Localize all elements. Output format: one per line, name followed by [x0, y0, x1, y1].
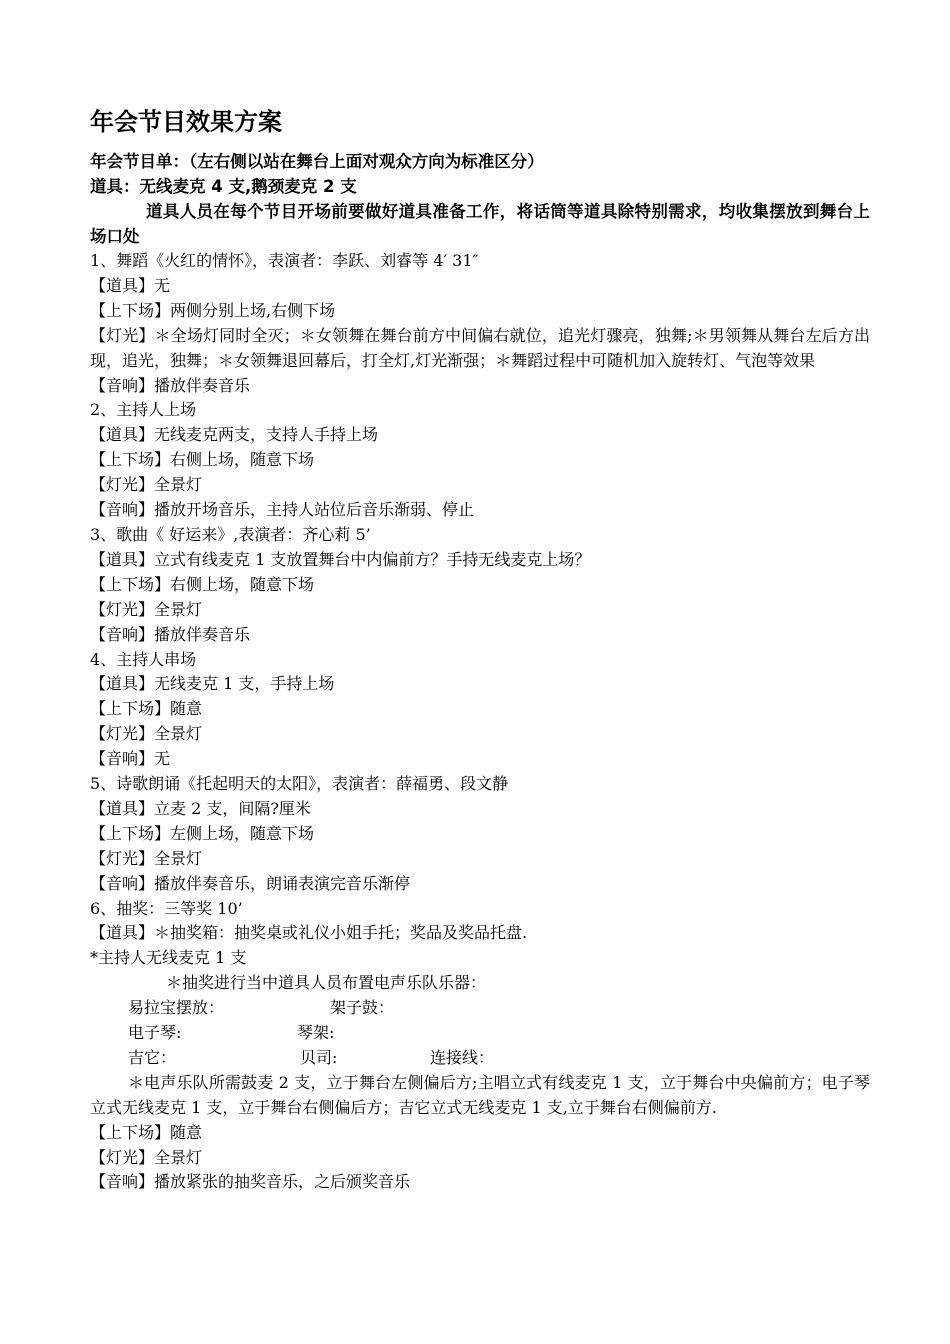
item-lighting: 【灯光】全景灯	[90, 475, 203, 495]
item-props: 【道具】无线麦克两支，支持人手持上场	[90, 425, 379, 445]
instrument-cables: 连接线：	[430, 1047, 495, 1067]
item-heading: 3、歌曲《 好运来》,表演者：齐心莉 5’	[90, 524, 371, 544]
instrument-drum-kit: 架子鼓：	[330, 998, 395, 1018]
instrument-row-3	[90, 1046, 870, 1071]
instrument-keyboard-stand: 琴架:	[297, 1023, 335, 1043]
item-sound: 【音响】播放开场音乐，主持人站位后音乐渐弱、停止	[90, 500, 475, 520]
item-props: 【道具】立式有线麦克 1 支放置舞台中内偏前方？手持无线麦克上场？	[90, 549, 591, 569]
item-heading: 1、舞蹈《火红的情怀》，表演者：李跃、刘睿等 4′ 31″	[90, 251, 479, 270]
item-lighting: 【灯光】全景灯	[90, 724, 203, 744]
item-sound: 【音响】播放伴奏音乐，朗诵表演完音乐渐停	[90, 873, 411, 893]
item-entry: 【上下场】左侧上场，随意下场	[90, 823, 315, 843]
item-props: 【道具】立麦 2 支，间隔?厘米	[90, 798, 311, 818]
instrument-row-2	[90, 1021, 870, 1046]
lottery-heading: 6、抽奖：三等奖 10’	[90, 898, 243, 918]
item-sound: 【音响】无	[90, 749, 171, 769]
instrument-rollup-banner: 易拉宝摆放：	[128, 998, 225, 1018]
item-entry: 【上下场】右侧上场，随意下场	[90, 574, 315, 594]
item-lighting: 【灯光】全景灯	[90, 848, 203, 868]
lottery-props: 【道具】＊抽奖箱：抽奖桌或礼仪小姐手托；奖品及奖品托盘.	[90, 923, 528, 943]
lottery-host-mic: *主持人无线麦克 1 支	[90, 948, 247, 968]
item-entry: 【上下场】右侧上场，随意下场	[90, 450, 315, 470]
instrument-bass: 贝司:	[300, 1047, 338, 1067]
item-sound: 【音响】播放伴奏音乐	[90, 624, 251, 644]
lottery-sound: 【音响】播放紧张的抽奖音乐，之后颁奖音乐	[90, 1172, 411, 1192]
instrument-keyboard: 电子琴:	[128, 1023, 182, 1043]
item-entry: 【上下场】随意	[90, 699, 203, 719]
program-list-heading: 年会节目单：（左右侧以站在舞台上面对观众方向为标准区分）	[90, 152, 544, 171]
item-sound: 【音响】播放伴奏音乐	[90, 375, 251, 395]
item-entry: 【上下场】两侧分别上场,右侧下场	[90, 300, 336, 320]
lottery-band-note: ＊电声乐队所需鼓麦 2 支，立于舞台左侧偏后方;主唱立式有线麦克 1 支，立于舞台中央偏前方；电子琴立式无线麦克 1 支，立于舞台右侧偏后方；吉它立式无线麦克 1 支,立于舞台右侧偏前方.	[90, 1072, 870, 1117]
document-page	[90, 105, 870, 1195]
lottery-entry: 【上下场】随意	[90, 1122, 203, 1142]
document-title: 年会节目效果方案	[90, 108, 282, 136]
item-heading: 4、主持人串场	[90, 649, 197, 669]
item-lighting: 【灯光】全景灯	[90, 599, 203, 619]
item-props: 【道具】无线麦克 1 支，手持上场	[90, 674, 335, 694]
lottery-band-setup: ＊抽奖进行当中道具人员布置电声乐队乐器：	[166, 973, 487, 993]
lottery-lighting: 【灯光】全景灯	[90, 1147, 203, 1167]
props-note: 道具人员在每个节目开场前要做好道具准备工作，将话筒等道具除特别需求，均收集摆放到舞台上场口处	[90, 202, 870, 246]
item-lighting: 【灯光】＊全场灯同时全灭；＊女领舞在舞台前方中间偏右就位，追光灯骤亮，独舞;＊男领舞从舞台左后方出现，追光，独舞；＊女领舞退回幕后，打全灯,灯光渐强；＊舞蹈过程中可随机加入旋转灯、气泡等效果	[90, 325, 870, 370]
instrument-row-1	[90, 996, 870, 1021]
item-heading: 2、主持人上场	[90, 400, 197, 420]
item-heading: 5、诗歌朗诵《托起明天的太阳》，表演者：薛福勇、段文静	[90, 774, 509, 794]
instrument-guitar: 吉它：	[128, 1047, 177, 1067]
item-props: 【道具】无	[90, 275, 171, 295]
props-summary: 道具：无线麦克 4 支,鹅颈麦克 2 支	[90, 177, 357, 196]
